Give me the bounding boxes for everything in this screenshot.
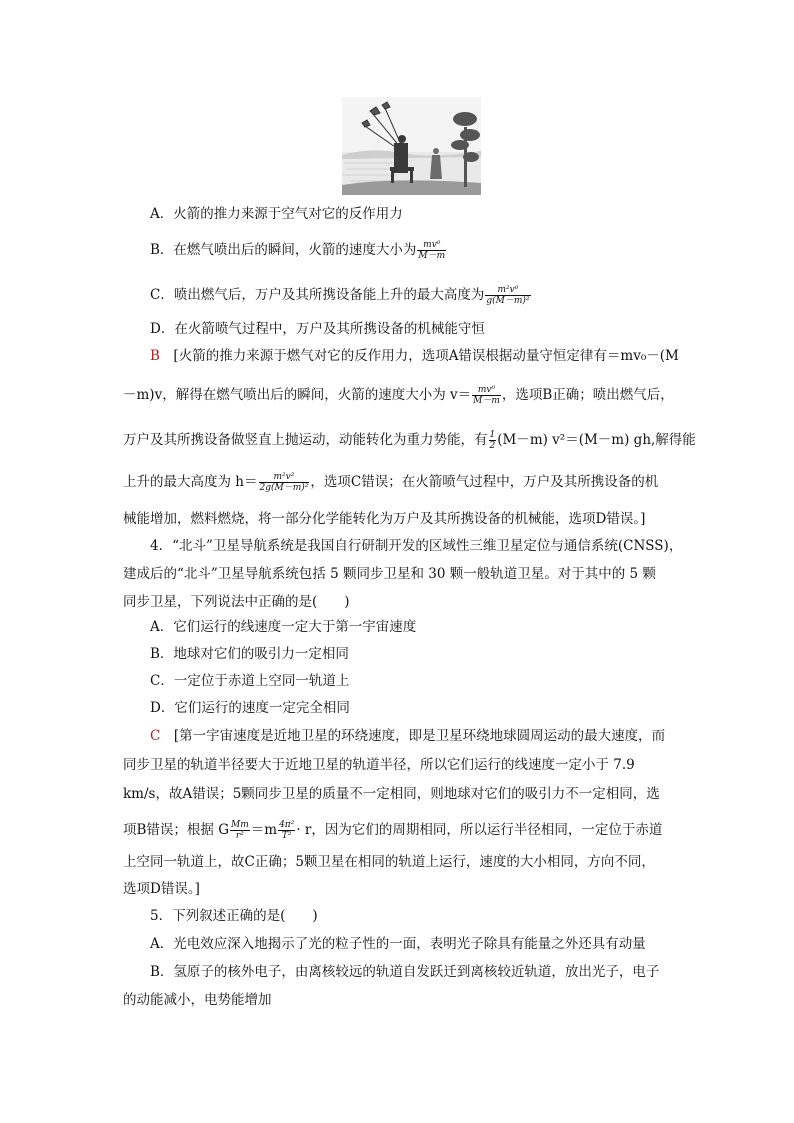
- fraction-denominator: r²: [235, 831, 244, 841]
- q3-explanation-text1: [火箭的推力来源于燃气对它的反作用力，选项A错误根据动量守恒定律有＝mv₀－(M: [173, 348, 679, 364]
- q4-stem-line1: 4．“北斗”卫星导航系统是我国自行研制开发的区域性三维卫星定位与通信系统(CNSS)，: [150, 538, 683, 554]
- q5-option-a: A．光电效应深入地揭示了光的粒子性的一面，表明光子除具有能量之外还具有动量: [150, 936, 646, 952]
- q3-explanation-line1: [150, 347, 679, 365]
- q4-stem-line2: 建成后的“北斗”卫星导航系统包括 5 颗同步卫星和 30 颗一般轨道卫星。对于其中的 5 颗: [123, 566, 656, 582]
- q3-explanation-fraction-v: [472, 385, 501, 406]
- q3-option-b-fraction: [417, 240, 446, 261]
- q3-explanation-text3b: (M－m) v²＝(M－m) gh,解得能: [497, 432, 696, 448]
- fraction-numerator: Mm: [231, 820, 249, 830]
- q4-explanation-text4b: · r，因为它们的周期相同，所以运行半径相同，一定位于赤道: [296, 822, 663, 838]
- fraction-numerator: mv⁰: [472, 385, 501, 396]
- q3-explanation-text2a: －m)v，解得在燃气喷出后的瞬间，火箭的速度大小为 v＝: [123, 387, 472, 403]
- fraction-numerator: m²v⁰: [485, 285, 530, 296]
- fraction-denominator: 2g(M－m)²: [259, 483, 309, 493]
- q4-answer-letter: C: [150, 728, 161, 744]
- q5-option-b-line2: 的动能减小，电势能增加: [123, 992, 272, 1008]
- q4-explanation-mid: ＝m: [250, 822, 278, 838]
- q3-answer-letter: B: [150, 348, 160, 364]
- q3-option-b: [150, 240, 447, 261]
- q3-option-c-fraction: [485, 285, 530, 306]
- fraction-numerator: 4π²: [279, 820, 295, 830]
- q4-explanation-text1: [第一宇宙速度是近地卫星的环绕速度，即是卫星环绕地球圆周运动的最大速度，而: [173, 728, 666, 744]
- fraction-numerator: mv⁰: [417, 240, 446, 251]
- fraction-denominator: g(M－m)²: [486, 296, 530, 306]
- q3-option-b-text: B．在燃气喷出后的瞬间，火箭的速度大小为: [150, 242, 417, 258]
- q4-explanation-fraction-gravity: [230, 820, 250, 841]
- q4-stem-line3: 同步卫星，下列说法中正确的是( ): [123, 594, 350, 610]
- q3-explanation-line4: [123, 472, 658, 493]
- q3-explanation-text4b: ，选项C错误；在火箭喷气过程中，万户及其所携设备的机: [310, 474, 659, 490]
- q3-option-c-text: C．喷出燃气后，万户及其所携设备能上升的最大高度为: [150, 287, 485, 303]
- q3-explanation-text4a: 上升的最大高度为 h＝: [123, 474, 258, 490]
- q3-explanation-fraction-half: [489, 430, 497, 451]
- fraction-numerator: 1: [489, 430, 496, 440]
- q3-explanation-fraction-h: [259, 472, 310, 493]
- fraction-denominator: T²: [281, 831, 292, 841]
- q4-explanation-line2: 同步卫星的轨道半径要大于近地卫星的轨道半径，所以它们运行的线速度一定小于 7.9: [123, 757, 635, 773]
- fraction-denominator: 2: [489, 441, 496, 451]
- q4-explanation-line5: 上空同一轨道上，故C正确；5颗卫星在相同的轨道上运行，速度的大小相同，方向不同，: [123, 854, 655, 870]
- q4-explanation-line3: km/s，故A错误；5颗同步卫星的质量不一定相同，则地球对它们的吸引力不一定相同，选: [123, 786, 660, 802]
- q4-explanation-line6: 选项D错误。]: [123, 881, 200, 897]
- q3-explanation-line3: [123, 430, 696, 451]
- q4-explanation-line4: [123, 820, 662, 841]
- q4-explanation-fraction-period: [278, 820, 295, 841]
- rocket-chair-illustration: [342, 97, 481, 195]
- q3-explanation-line2: [123, 385, 674, 406]
- q5-option-b-line1: B．氢原子的核外电子，由离核较远的轨道自发跃迁到离核较近轨道，放出光子，电子: [150, 964, 660, 980]
- q3-option-d: D．在火箭喷气过程中，万户及其所携设备的机械能守恒: [150, 321, 485, 337]
- q4-option-d: D．它们运行的速度一定完全相同: [150, 700, 350, 716]
- fraction-denominator: M－m: [418, 251, 446, 261]
- q4-explanation-text4a: 项B错误；根据 G: [123, 822, 229, 838]
- q4-option-c: C．一定位于赤道上空同一轨道上: [150, 673, 350, 689]
- fraction-numerator: m²v²: [259, 472, 310, 483]
- q5-stem: 5．下列叙述正确的是( ): [150, 908, 318, 924]
- q4-explanation-line1: [150, 727, 665, 745]
- q3-explanation-line5: 械能增加，燃料燃烧，将一部分化学能转化为万户及其所携设备的机械能，选项D错误。]: [123, 511, 646, 527]
- q3-explanation-text3a: 万户及其所携设备做竖直上抛运动，动能转化为重力势能，有: [123, 432, 488, 448]
- illustration-svg: [342, 97, 481, 195]
- q4-option-b: B．地球对它们的吸引力一定相同: [150, 646, 349, 662]
- q3-option-c: [150, 285, 532, 306]
- q4-option-a: A．它们运行的线速度一定大于第一宇宙速度: [150, 619, 417, 635]
- q3-option-a: A．火箭的推力来源于空气对它的反作用力: [150, 206, 403, 222]
- fraction-denominator: M－m: [473, 396, 500, 406]
- q3-explanation-text2b: ，选项B正确；喷出燃气后，: [501, 387, 674, 403]
